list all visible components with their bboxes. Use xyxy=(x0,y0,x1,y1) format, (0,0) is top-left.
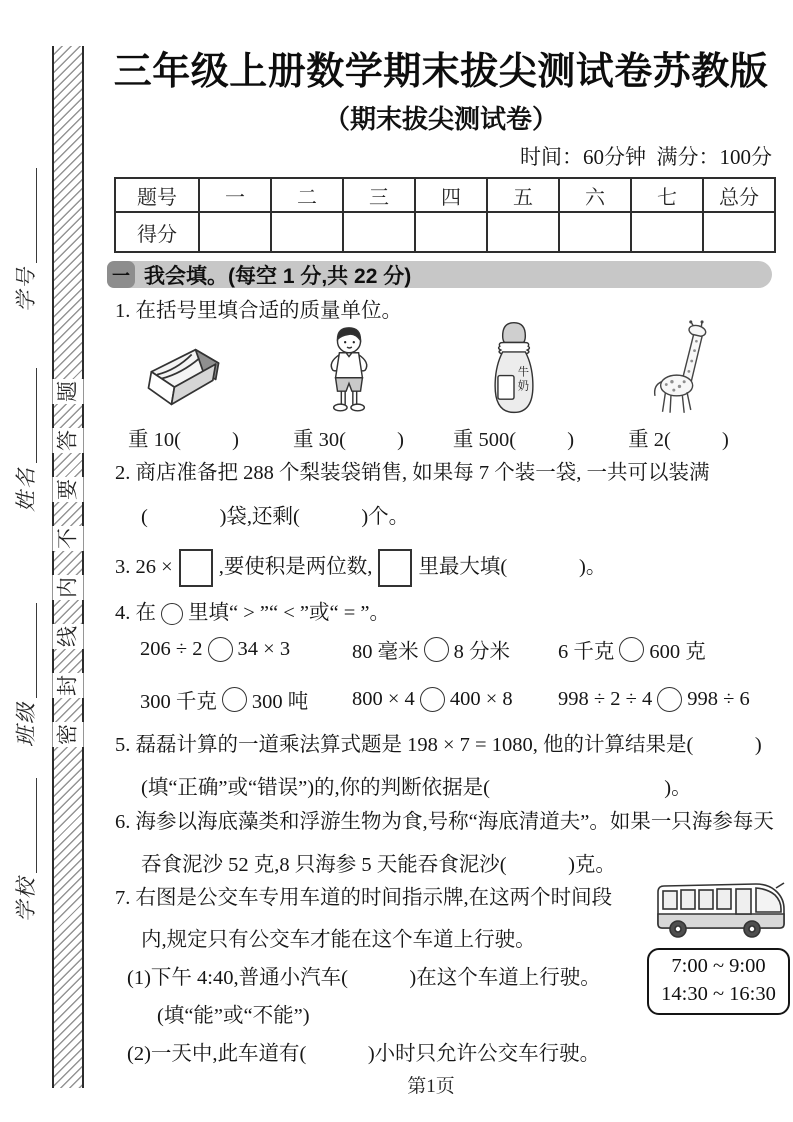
question-4-intro-pre: 4. 在 xyxy=(115,602,156,624)
seal-char: 线 xyxy=(53,624,84,649)
score-cell xyxy=(271,212,343,252)
comparison-left: 998 ÷ 2 ÷ 4 xyxy=(558,687,653,710)
question-3 xyxy=(101,549,783,587)
student-id-field xyxy=(2,145,48,335)
boy-image xyxy=(315,323,383,419)
comparison-right: 300 吨 xyxy=(251,691,309,713)
column-header: 一 xyxy=(199,178,271,212)
question-5-line-1: 5. 磊磊计算的一道乘法算式题是 198 × 7 = 1080, 他的计算结果是( ) xyxy=(115,734,762,756)
page-number: 第1页 xyxy=(407,1076,455,1097)
score-cell xyxy=(631,212,703,252)
student-id-blank-line xyxy=(36,168,37,263)
seal-char: 内 xyxy=(53,575,84,600)
question-2-line-2: ( )袋,还剩( )个。 xyxy=(141,506,410,528)
question-6-line-2: 吞食泥沙 52 克,8 只海参 5 天能吞食泥沙( )克。 xyxy=(141,854,616,876)
q1-item-giraffe xyxy=(596,330,761,452)
comparison-right: 998 ÷ 6 xyxy=(687,687,750,710)
question-5-line-2: (填“正确”或“错误”)的,你的判断依据是( )。 xyxy=(141,777,692,799)
section-number-badge: 一 xyxy=(107,261,135,288)
school-blank-line xyxy=(36,778,37,873)
seal-char: 封 xyxy=(53,673,84,698)
q1-item-milk xyxy=(431,330,596,452)
q1-blank-label: 重 2( ) xyxy=(628,429,729,451)
q4-compare-circle xyxy=(619,637,644,662)
q4-compare-circle xyxy=(420,687,445,712)
page-title: 三年级上册数学期末拔尖测试卷苏教版 xyxy=(113,51,769,93)
student-name-field xyxy=(2,345,48,535)
seal-char: 密 xyxy=(53,722,84,747)
student-name-label: 姓名 xyxy=(14,466,38,512)
class-field xyxy=(2,580,48,770)
q4-compare-circle xyxy=(424,637,449,662)
bus-lane-time-1: 7:00 ~ 9:00 xyxy=(671,955,766,977)
q4-compare-circle xyxy=(657,687,682,712)
question-1-picture-row xyxy=(101,330,761,452)
seal-char: 不 xyxy=(53,526,84,551)
column-header: 五 xyxy=(487,178,559,212)
column-header: 六 xyxy=(559,178,631,212)
section-title: 我会填。(每空 1 分,共 22 分) xyxy=(144,264,412,288)
giraffe-image xyxy=(639,319,719,419)
student-id-label: 学号 xyxy=(14,266,38,312)
comparison-left: 206 ÷ 2 xyxy=(140,637,203,660)
bus-lane-time-2: 14:30 ~ 16:30 xyxy=(661,982,776,1005)
question-3-part-1: 3. 26 × xyxy=(115,556,173,579)
question-7-line-1: 7. 右图是公交车专用车道的时间指示牌,在这两个时间段 xyxy=(115,887,613,909)
question-1-text: 1. 在括号里填合适的质量单位。 xyxy=(115,300,402,322)
school-label: 学校 xyxy=(14,876,38,922)
score-row xyxy=(115,212,775,252)
seal-line-band xyxy=(52,46,84,1088)
comparison-left: 800 × 4 xyxy=(352,687,415,710)
score-cell xyxy=(559,212,631,252)
bus-image xyxy=(650,874,790,949)
q1-blank-label: 重 30( ) xyxy=(292,429,405,451)
comparison-item xyxy=(140,634,352,664)
student-name-blank-line xyxy=(36,368,37,463)
q1-blank-label: 重 10( ) xyxy=(127,429,240,451)
seal-char: 要 xyxy=(53,477,84,502)
score-table-corner: 题号 xyxy=(115,178,199,212)
score-cell xyxy=(343,212,415,252)
q3-answer-box xyxy=(179,549,213,587)
q1-item-boy xyxy=(266,330,431,452)
score-cell xyxy=(415,212,487,252)
q4-compare-circle xyxy=(208,637,233,662)
q3-answer-box xyxy=(378,549,412,587)
seal-char: 答 xyxy=(53,428,84,453)
question-4-intro xyxy=(101,601,783,627)
question-6-line-1: 6. 海参以海底藻类和浮游生物为食,号称“海底清道夫”。如果一只海参每天 xyxy=(115,811,774,833)
comparison-item xyxy=(558,684,783,714)
q4-compare-circle xyxy=(222,687,247,712)
eraser-image xyxy=(136,330,232,419)
score-cell xyxy=(487,212,559,252)
score-cell xyxy=(703,212,775,252)
question-3-part-3: 里最大填( )。 xyxy=(418,556,607,579)
comparison-item xyxy=(558,634,783,664)
column-header: 二 xyxy=(271,178,343,212)
score-row-label: 得分 xyxy=(115,212,199,252)
question-7-sub-1: (1)下午 4:40,普通小汽车( )在这个车道上行驶。 xyxy=(127,967,601,989)
question-2-line-1: 2. 商店准备把 288 个梨装袋销售, 如果每 7 个装一袋, 一共可以装满 xyxy=(115,462,710,484)
comparison-right: 400 × 8 xyxy=(449,687,513,710)
svg-text:牛: 牛 xyxy=(517,366,529,379)
comparison-right: 34 × 3 xyxy=(237,637,291,660)
score-table xyxy=(114,177,776,253)
score-cell xyxy=(199,212,271,252)
comparison-left: 300 千克 xyxy=(140,691,217,713)
school-field xyxy=(2,755,48,945)
question-7-note: (填“能”或“不能”) xyxy=(157,1005,310,1027)
comparison-item xyxy=(352,634,558,664)
question-7-line-2: 内,规定只有公交车才能在这个车道上行驶。 xyxy=(141,929,536,951)
question-4-comparisons xyxy=(101,634,783,714)
class-label: 班级 xyxy=(14,701,38,747)
column-header: 七 xyxy=(631,178,703,212)
q1-blank-label: 重 500( ) xyxy=(452,429,575,451)
comparison-right: 8 分米 xyxy=(453,641,510,663)
comparison-right: 600 克 xyxy=(649,641,706,663)
svg-text:奶: 奶 xyxy=(517,380,529,393)
comparison-item xyxy=(140,684,352,714)
column-header: 三 xyxy=(343,178,415,212)
column-header: 四 xyxy=(415,178,487,212)
column-header: 总分 xyxy=(703,178,775,212)
q1-item-eraser xyxy=(101,330,266,452)
seal-char: 题 xyxy=(53,379,84,404)
comparison-left: 6 千克 xyxy=(558,641,615,663)
page-subtitle: （期末拔尖测试卷） xyxy=(323,104,558,134)
class-blank-line xyxy=(36,603,37,698)
bus-lane-time-sign xyxy=(647,948,790,1015)
comparison-item xyxy=(352,684,558,714)
score-table-header-row xyxy=(115,178,775,212)
comparison-left: 80 毫米 xyxy=(352,641,419,663)
section-one-bar xyxy=(107,261,772,288)
question-7-sub-2: (2)一天中,此车道有( )小时只允许公交车行驶。 xyxy=(127,1043,601,1065)
question-4-intro-post: 里填“ > ”“ < ”或“ = ”。 xyxy=(188,602,391,624)
question-3-part-2: ,要使积是两位数, xyxy=(218,556,373,579)
time-score-info: 时间：60分钟 满分：100分 xyxy=(520,145,772,169)
milk-bottle-image xyxy=(487,317,541,419)
q4-compare-circle xyxy=(161,603,183,625)
